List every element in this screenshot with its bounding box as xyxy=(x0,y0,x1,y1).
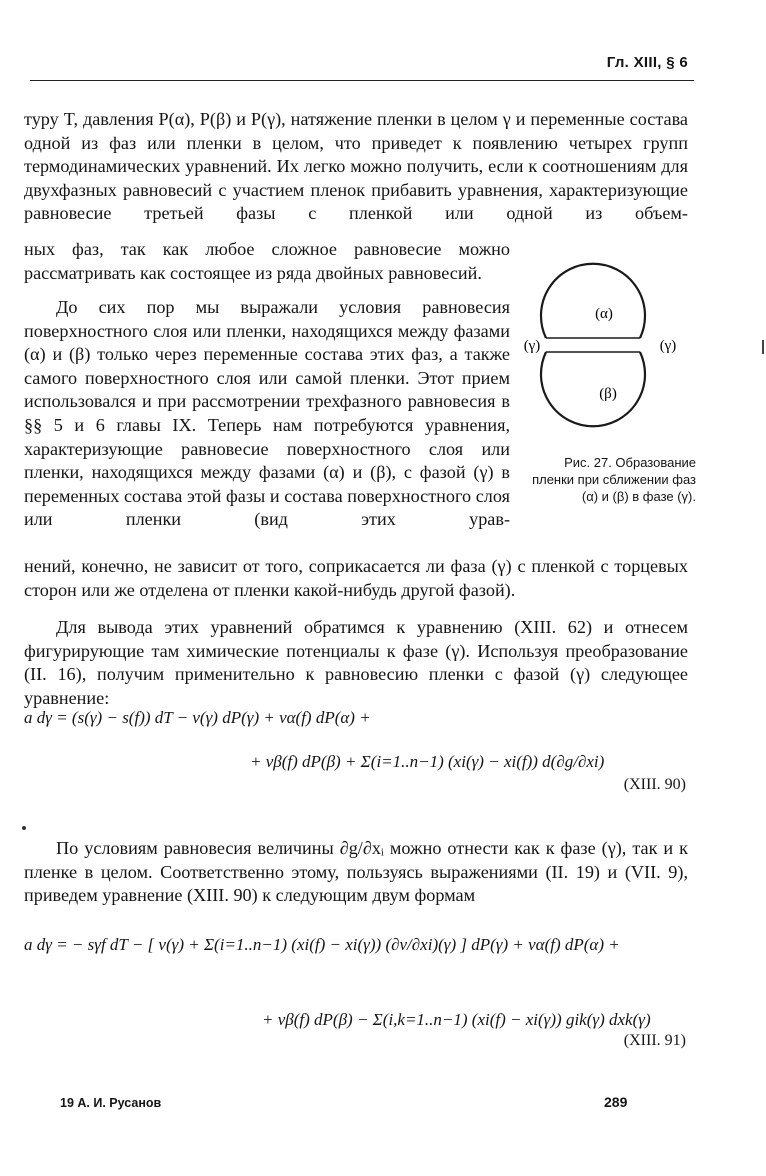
equation-90-number: (XIII. 90) xyxy=(623,776,686,793)
margin-dot xyxy=(22,826,26,830)
label-gamma-right: (γ) xyxy=(659,338,677,354)
label-alpha: (α) xyxy=(595,306,613,322)
equation-91-line-2: + vβ(f) dP(β) − Σ(i,k=1..n−1) (xi(f) − xi(γ)) gik(γ) dxk(γ) xyxy=(262,1010,651,1029)
margin-mark xyxy=(762,340,764,354)
phase-beta-boundary xyxy=(541,352,645,426)
equation-91-line-1: a dγ = − sγf dT − [ v(γ) + Σ(i=1..n−1) (xi(f) − xi(γ)) (∂v/∂xi)(γ) ] dP(γ) + vα(f) dP(α) + xyxy=(24,935,620,954)
paragraph-2-end: нений, конечно, не зависит от того, соприкасается ли фаза (γ) с пленкой с торцевых сторон или же отделена от пленки какой-нибудь другой фазой). xyxy=(24,556,688,600)
signature-line: 19 А. И. Русанов xyxy=(60,1096,162,1110)
paragraph-2: До сих пор мы выражали условия равновесия поверхностного слоя или пленки, находящихся между фазами (α) и (β) только через переменные состава этих фаз, а также самого поверхностного слоя или самой пленки. Этот прием использовался и при рассмотрении трехфазного равновесия в §§ 5 и 6 главы IX. Теперь нам потребуются уравнения, характеризующие равновесие поверхностного слоя или пленки, находящихся между фазами (α) и (β), с фазой (γ) в переменных состава этой фазы и состава поверхностного слоя или пленки (вид этих урав- xyxy=(24,297,510,530)
page-number: 289 xyxy=(604,1094,628,1110)
equation-90-line-1: a dγ = (s(γ) − s(f)) dT − v(γ) dP(γ) + vα(f) dP(α) + xyxy=(24,708,371,727)
equation-90-line-2: + vβ(f) dP(β) + Σ(i=1..n−1) (xi(γ) − xi(f)) d(∂g/∂xi) xyxy=(250,752,605,771)
paragraph-3: Для вывода этих уравнений обратимся к уравнению (XIII. 62) и отнесем фигурирующие там химические потенциалы к фазе (γ). Используя преобразование (II. 16), получим применительно к равновесию пленки с фазой (γ) следующее уравнение: xyxy=(24,617,688,708)
film-diagram xyxy=(520,246,696,446)
figure-caption: Рис. 27. Образование пленки при сближении фаз (α) и (β) в фазе (γ). xyxy=(532,455,696,504)
paragraph-1: туру T, давления P(α), P(β) и P(γ), натяжение пленки в целом γ и переменные состава одной из фаз или пленки в целом, что приведет к появлению четырех групп термодинамических уравнений. Их легко можно получить, если к соотношениям для двухфазных равновесий с участием пленок прибавить уравнения, характеризующие равновесие третьей фазы с пленкой или одной из объем- xyxy=(24,109,688,224)
figure-27 xyxy=(520,246,696,446)
label-gamma-left: (γ) xyxy=(523,338,541,354)
equation-91-number: (XIII. 91) xyxy=(623,1032,686,1049)
phase-alpha-boundary xyxy=(541,264,645,338)
paragraph-4: По условиям равновесия величины ∂g/∂xᵢ можно отнести как к фазе (γ), так и к пленке в целом. Соответственно этому, пользуясь выражениями (II. 19) и (VII. 9), приведем уравнение (XIII. 90) к следующим двум формам xyxy=(24,838,688,906)
running-head: Гл. XIII, § 6 xyxy=(606,54,688,71)
paragraph-1-end: ных фаз, так как любое сложное равновесие можно рассматривать как состоящее из ряда двойных равновесий. xyxy=(24,239,510,283)
label-beta: (β) xyxy=(599,386,617,402)
header-rule xyxy=(30,80,694,81)
